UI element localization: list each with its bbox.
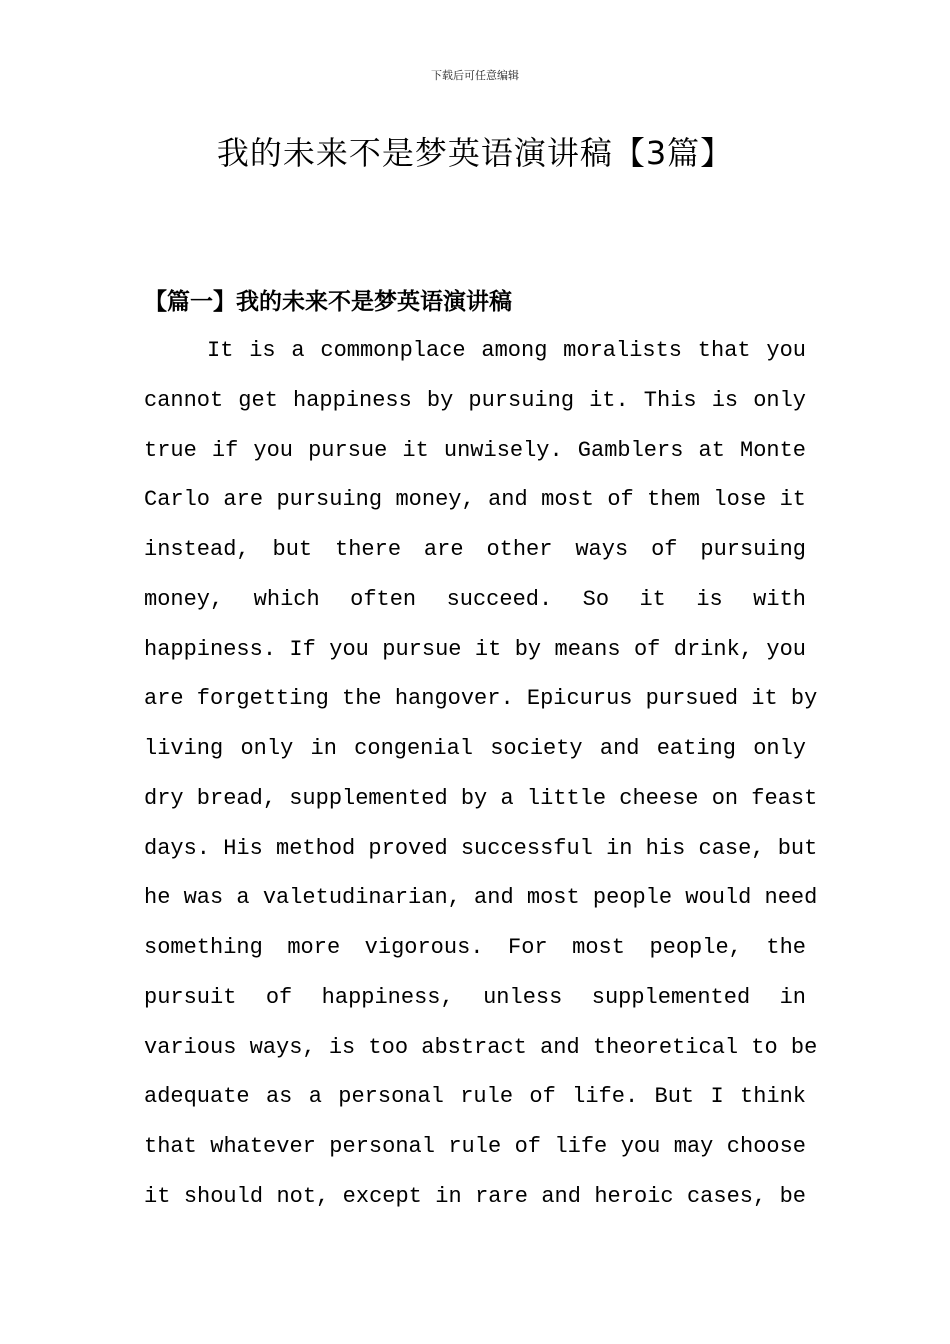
body-line: instead, but there are other ways of pursuing (144, 537, 806, 562)
body-line: true if you pursue it unwisely. Gamblers at Monte (144, 437, 806, 463)
body-line: Carlo are pursuing money, and most of them lose it (144, 487, 806, 513)
body-line: days. His method proved successful in his case, but (144, 835, 818, 861)
body-line: money, which often succeed. So it is with (144, 586, 806, 612)
body-line: living only in congenial society and eating only (144, 736, 806, 761)
body-line: pursuit of happiness, unless supplemented in (144, 984, 806, 1010)
body-line: it should not, except in rare and heroic cases, be (144, 1183, 806, 1209)
body-line: something more vigorous. For most people, the (144, 935, 806, 960)
body-line: It is a commonplace among moralists that you (207, 338, 806, 363)
section-heading: 【篇一】我的未来不是梦英语演讲稿 (144, 288, 512, 315)
body-line: various ways, is too abstract and theoretical to be (144, 1034, 818, 1060)
header-note: 下载后可任意编辑 (431, 69, 519, 82)
body-line: cannot get happiness by pursuing it. This is only (144, 387, 806, 413)
body-line: he was a valetudinarian, and most people would need (144, 885, 818, 911)
body-line: happiness. If you pursue it by means of drink, you (144, 636, 806, 662)
body-text (144, 326, 818, 1222)
body-line: dry bread, supplemented by a little cheese on feast (144, 785, 818, 811)
body-line: are forgetting the hangover. Epicurus pursued it by (144, 686, 818, 712)
body-line: that whatever personal rule of life you may choose (144, 1134, 806, 1159)
document-title: 我的未来不是梦英语演讲稿【3篇】 (216, 134, 734, 172)
body-line: adequate as a personal rule of life. But I think (144, 1084, 806, 1110)
